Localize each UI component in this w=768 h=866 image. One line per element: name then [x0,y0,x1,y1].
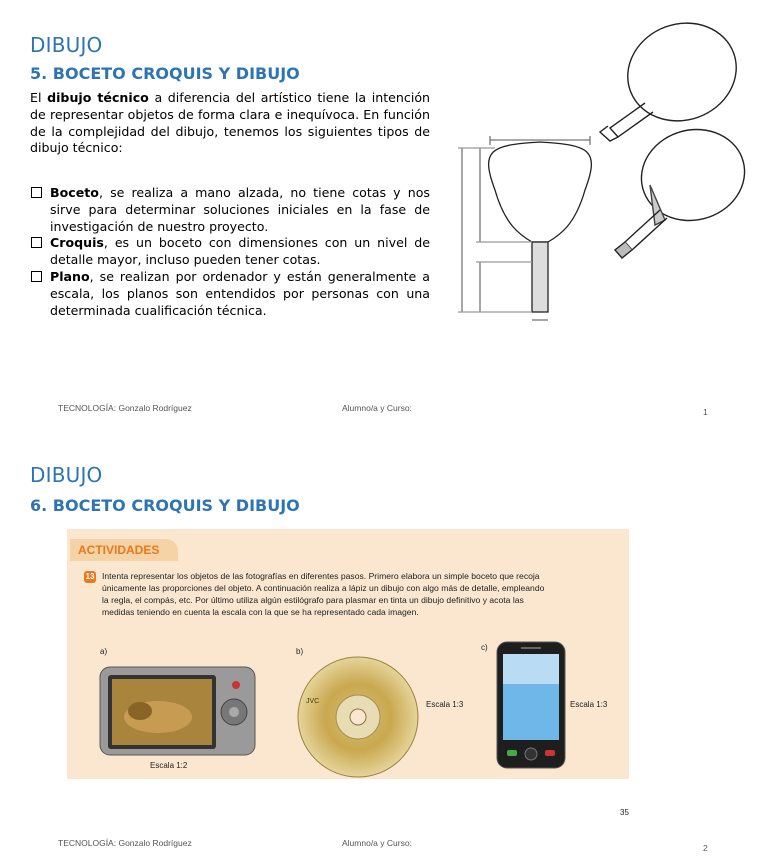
cd-photo [296,655,421,780]
paddle-drawings [450,10,750,340]
page1-number: 1 [703,407,708,417]
camera-photo [98,665,258,760]
paddle-dimension-drawing [458,136,591,320]
cd-brand-text: JVC [306,698,320,705]
label-c: c) [481,643,488,652]
dibujo-types-list [30,185,430,319]
intro-bold-term: dibujo técnico [47,90,149,105]
page1-intro: El dibujo técnico a diferencia del artístico tiene la intención de representar objetos de forma clara e inequívoca. En función de la complejidad del dibujo, tenemos los siguientes tipos de dibujo técnico: [30,90,431,156]
page1-footer-left: TECNOLOGÍA: Gonzalo Rodríguez [58,403,192,413]
activity-number-badge: 13 [85,572,95,581]
list-item: Croquis, es un boceto con dimensiones con un nivel de detalle mayor, incluso pueden tener cotas. [30,235,430,269]
book-page-number: 35 [620,808,629,817]
page2-heading: DIBUJO [30,463,103,487]
label-a: a) [100,647,108,656]
paddle-sketch-drawing [600,10,750,141]
activity-text: Intenta representar los objetos de las fotografías en diferentes pasos. Primero elabora un simple boceto que recoja únicamente las proporciones del objeto. A continuación realiza a lápiz un dibujo con algo más de detalle, empleando la regla, el compás, etc. Por último utiliza algún estilógrafo para plasmar en tinta un dibujo definitivo y acota las medidas teniendo en cuenta la escala con la que se ha representado cada imagen. [102,571,545,617]
activity-title: ACTIVIDADES [78,543,160,557]
label-b: b) [296,647,304,656]
checkbox-bullet-icon [31,237,42,248]
checkbox-bullet-icon [31,187,42,198]
scale-b: Escala 1:3 [426,700,464,709]
scale-c: Escala 1:3 [570,700,608,709]
scale-a: Escala 1:2 [150,761,188,770]
page1-footer-mid: Alumno/a y Curso: [342,403,412,413]
checkbox-bullet-icon [31,271,42,282]
page1-heading: DIBUJO [30,33,103,57]
phone-photo [495,640,567,770]
list-item: Plano, se realizan por ordenador y están generalmente a escala, los planos son entendidos por personas con una determinada cualificación técnica. [30,269,430,319]
page2-number: 2 [703,843,708,853]
paddle-sketch-drawing [615,118,750,258]
page1-subheading: 5. BOCETO CROQUIS Y DIBUJO [30,64,300,83]
page2-subheading: 6. BOCETO CROQUIS Y DIBUJO [30,496,300,515]
page2-footer-mid: Alumno/a y Curso: [342,838,412,848]
page2-footer-left: TECNOLOGÍA: Gonzalo Rodríguez [58,838,192,848]
list-item: Boceto, se realiza a mano alzada, no tiene cotas y nos sirve para determinar soluciones iniciales en la fase de investigación de nuestro proyecto. [30,185,430,235]
